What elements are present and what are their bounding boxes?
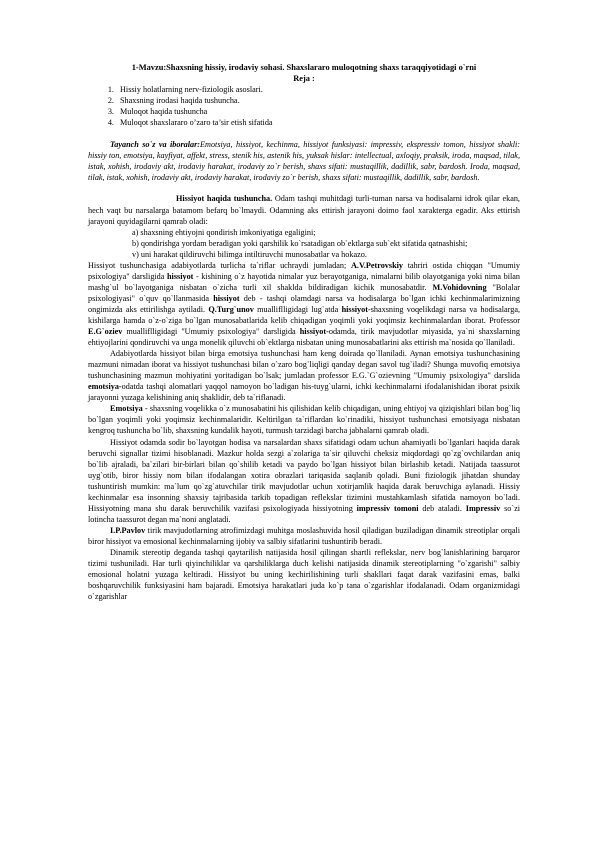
text-run: "Bolalar psixologiyasi" o`quv qo`llanmasida (88, 282, 520, 303)
text-run: odatda tashqi alomatlari yaqqol namoyon bo`ladigan his-tuyg`ularni, ichki kechinmalarni ifodalanishidan iborat psixik jarayonni yuzaga kelishining aniq shaklidir, deb ta`riflanadi. (88, 382, 520, 403)
text-run: tahriri ostida chiqqan "Umumiy psixologiya" darsligida (88, 260, 520, 281)
plan-item: 3. Muloqot haqida tushuncha (116, 106, 520, 117)
plan-list (88, 84, 520, 128)
author-name: A.V.Petrovskiy (350, 260, 403, 270)
term: Impressiv (465, 503, 501, 513)
keywords-label: Tayanch so`z va iboralar: (110, 140, 201, 150)
text-run: so`zi lotincha taassurot degan ma`noni anglatadi. (88, 503, 520, 524)
paragraph-emotsiya-definition (88, 403, 520, 436)
list-item-b: b) qondirishga yordam beradigan yoki qarshilik ko`rsatadigan ob`ektlarga sub`ekt sifatida qatnashishi; (132, 238, 468, 248)
term: emotsiya- (88, 382, 122, 392)
author-name: M.Vohidovning (432, 282, 487, 292)
term: impressiv tomoni (356, 503, 419, 513)
text-run: mualliflligidagi lug`atda (253, 304, 342, 314)
author-name: E.G`oziev (88, 327, 123, 337)
author-name: I.P.Pavlov (110, 525, 146, 535)
list-item-v: v) uni harakat qildiruvchi bilimga intiltiruvchi munosabatlar va hokazo. (132, 249, 367, 259)
list-item-a: a) shaxsning ehtiyojni qondirish imkoniyatiga egaligini; (132, 227, 316, 237)
plan-title: Reja : (293, 74, 315, 84)
paragraph-stereotip (88, 547, 520, 602)
text-run: tirik mavjudotlarning atrofimizdagi muhitga moslashuvida hosil qiladigan buziladigan dinamik streotiplar orqali biror hissiyot va emosional kechinmalarning ijobiy va salbiy sifatlarini tushuntirib beradi. (88, 525, 520, 546)
paragraph-text: Odam tashqi muhitdagi turli-tuman narsa va hodisalarni idrok qilar ekan, hech vaqt bu narsalarga batamom befarq bo`lmaydi. Odamning aks ettirish jarayoni doimo faol xarakterga egadir. Aks ettirish jarayoni quyidagilarni qamrab oladi: (88, 194, 520, 226)
plan-item: 1. Hissiy holatlarning nerv-fiziologik asoslari. (116, 84, 520, 95)
keywords-paragraph (88, 139, 520, 183)
text-run: Adabiyotlarda hissiyot bilan birga emotsiya tushunchasi ham keng doirada qo`llaniladi. Aynan emotsiya tushunchasining mazmuni nimadan iborat va hissiyot tushunchasi bilan o`zaro bog`liqligi qanday degan savol tug`iladi? Shunga muvofiq emotsiya tushunchasining mazmun mohiyatini yoritadigan bo`lsak; jumladan professor E.G.`G`ozievning "Umumiy psixologiya" darslida (88, 349, 520, 381)
document-title: 1-Mavzu:Shaxsning hissiy, irodaviy sohasi. Shaxslararo muloqotning shaxs taraqqiyotidagi o`rni (131, 63, 477, 72)
text-run: mualliflligidagi "Umumiy psixologiya" darsligida (122, 327, 300, 337)
paragraph-emotsiya-intro (88, 348, 520, 403)
term: hissiyot- (341, 304, 371, 314)
term: hissiyot- (299, 327, 329, 337)
term: hissiyot (213, 293, 240, 303)
text-run: odamda, tirik mavjudotlar miyasida, ya`ni shaxslarning ehtiyojlarini qondiruvchi va unga monelik qiluvchi ob`ektlarga nisbatan uning munosabatlarini aks ettirish ma`nosida qo`llaniladi. (88, 327, 520, 348)
section-heading: Hissiyot haqida tushuncha. (176, 194, 273, 204)
keywords-text: Emotsiya, hissiyot, kechinma, hissiyot funksiyasi: impressiv, ekspressiv tomon, hissiyot shakli: hissiy ton, emotsiya, kayfiyat, affekt, stress, stenik his, astenik his, yuksak hislar: intellectual, axloqiy, praksik, iroda, maqsad, tilak, istak, xohish, irodaviy akt, irodaviy harakat, irodaviy zo`r berish, shaxs sifati: mustaqillik, dadillik, sabr, bardosh. Iroda, maqsad, tilak, istak, xohish, irodaviy akt, irodaviy harakat, irodaviy zo`r berish, shaxs sifati: mustaqillik, dadillik, sabr, bardosh. (88, 140, 520, 183)
text-run: deb - tashqi olamdagi narsa va hodisalarga bo`lgan ichki kechinmalarimizning ongimizda aks ettirilishga aytiladi. (88, 293, 520, 314)
plan-item: 4. Muloqot shaxslararo o’zaro ta’sir etish sifatida (116, 117, 520, 128)
author-name: Q.Turg`unov (208, 304, 254, 314)
text-run: Dinamik stereotip deganda tashqi qaytarilish natijasida hosil qilingan shartli reflekslar, nerv bog`lanishlarining barqaror tizimi tushuniladi. Har turli qiyinchiliklar va qarshiliklarga duch kelishi natijasida dinamik stereotiplarning "o`zgarishi" salbiy emosional holatni yuzaga keltiradi. Hissiyot bu uning kechirilishining turli shakllari faqat darak vazifasini emas, balki boshqaruvchilik funksiyasini ham bajaradi. Emotsiya harakatlari juda ko`p tana o`zgarishlar ifodalanadi. Odam organizmidagi o`zgarishlar (88, 547, 520, 602)
text-run: - kishining o`z hayotida nimalar yuz berayotganiga, nimalarni bilib olayotganiga yoki nima bilan mashg`ul bo`layotganiga nisbatan o`zicha turli xil shaklda bildiradigan kichik munosabatdir. (88, 271, 520, 292)
document-body (88, 62, 520, 602)
text-run: Hissiyot tushunchasiga adabiyotlarda turlicha ta`riflar uchraydi jumladan; (88, 260, 351, 270)
plan-item: 2. Shaxsning irodasi haqida tushuncha. (116, 95, 520, 106)
text-run: shaxsning voqelikdagi narsa va hodisalarga, kishilarga hamda o`z-o`ziga bo`lgan munosabatlarida kelib chiqadigan yoqimli yoki yoqimsiz kechinmalardan iborat. Professor (88, 304, 521, 325)
term: hissiyot (167, 271, 194, 281)
text-run: Hissiyot odamda sodir bo`layotgan hodisa va narsalardan shaxs sifatidagi odam uchun ahamiyatli bo`lganlari haqida darak beruvchi signallar tizimi hisoblanadi. Mazkur holda sezgi a`zolariga ta`sir qiluvchi cheksiz miqdordagi qo`zg`ovchilardan aniq bo`lib ajraladi, ba`zilari bir-birlari bilan qo`shilib ketadi va paydo bo`lgan hissiyot bilan birlashib ketadi. Natijada taassurot uyg`otib, biror hissiy nom bilan ifodalangan xotira obrazlari tariqasida saqlanib qoladi. Buni fiziologik jihatdan shunday tushuntirish mumkin: ma`lum qo`zg`atuvchilar tirik mavjudotlar uchun xotirjamlik haqida darak beruvchiga aylanadi. Hissiy kechinmalar esa insonning shaxsiy tajribasida tarkib topadigan reflekslar tizimini mustahkamlash sifatida namoyon bo`ladi. Hissiyotning mana shu darak beruvchilik vazifasi psixologiyada hissiyotning (88, 437, 520, 513)
paragraph-signals (88, 437, 520, 525)
paragraph-definitions (88, 260, 520, 348)
text-run: - shaxsning voqelikka o`z munosabatini his qilishidan kelib chiqadigan, uning ehtiyoj va qiziqishlari bilan bog`liq bo`lgan yoqimli yoki yoqimsiz kechinmalaridir. Keltirilgan ta`riflardan ko`rinadiki, hissiyot tushunchasi emotsiyaga nisbatan kengroq tushuncha bo`lib, shaxsning kundalik hayoti, turmush tarzidagi barcha jabhalarni qamrab oladi. (88, 404, 520, 436)
paragraph-pavlov (88, 525, 520, 547)
text-run: deb ataladi. (418, 503, 466, 513)
term: Emotsiya (110, 404, 143, 414)
section-hissiyot (88, 193, 520, 226)
